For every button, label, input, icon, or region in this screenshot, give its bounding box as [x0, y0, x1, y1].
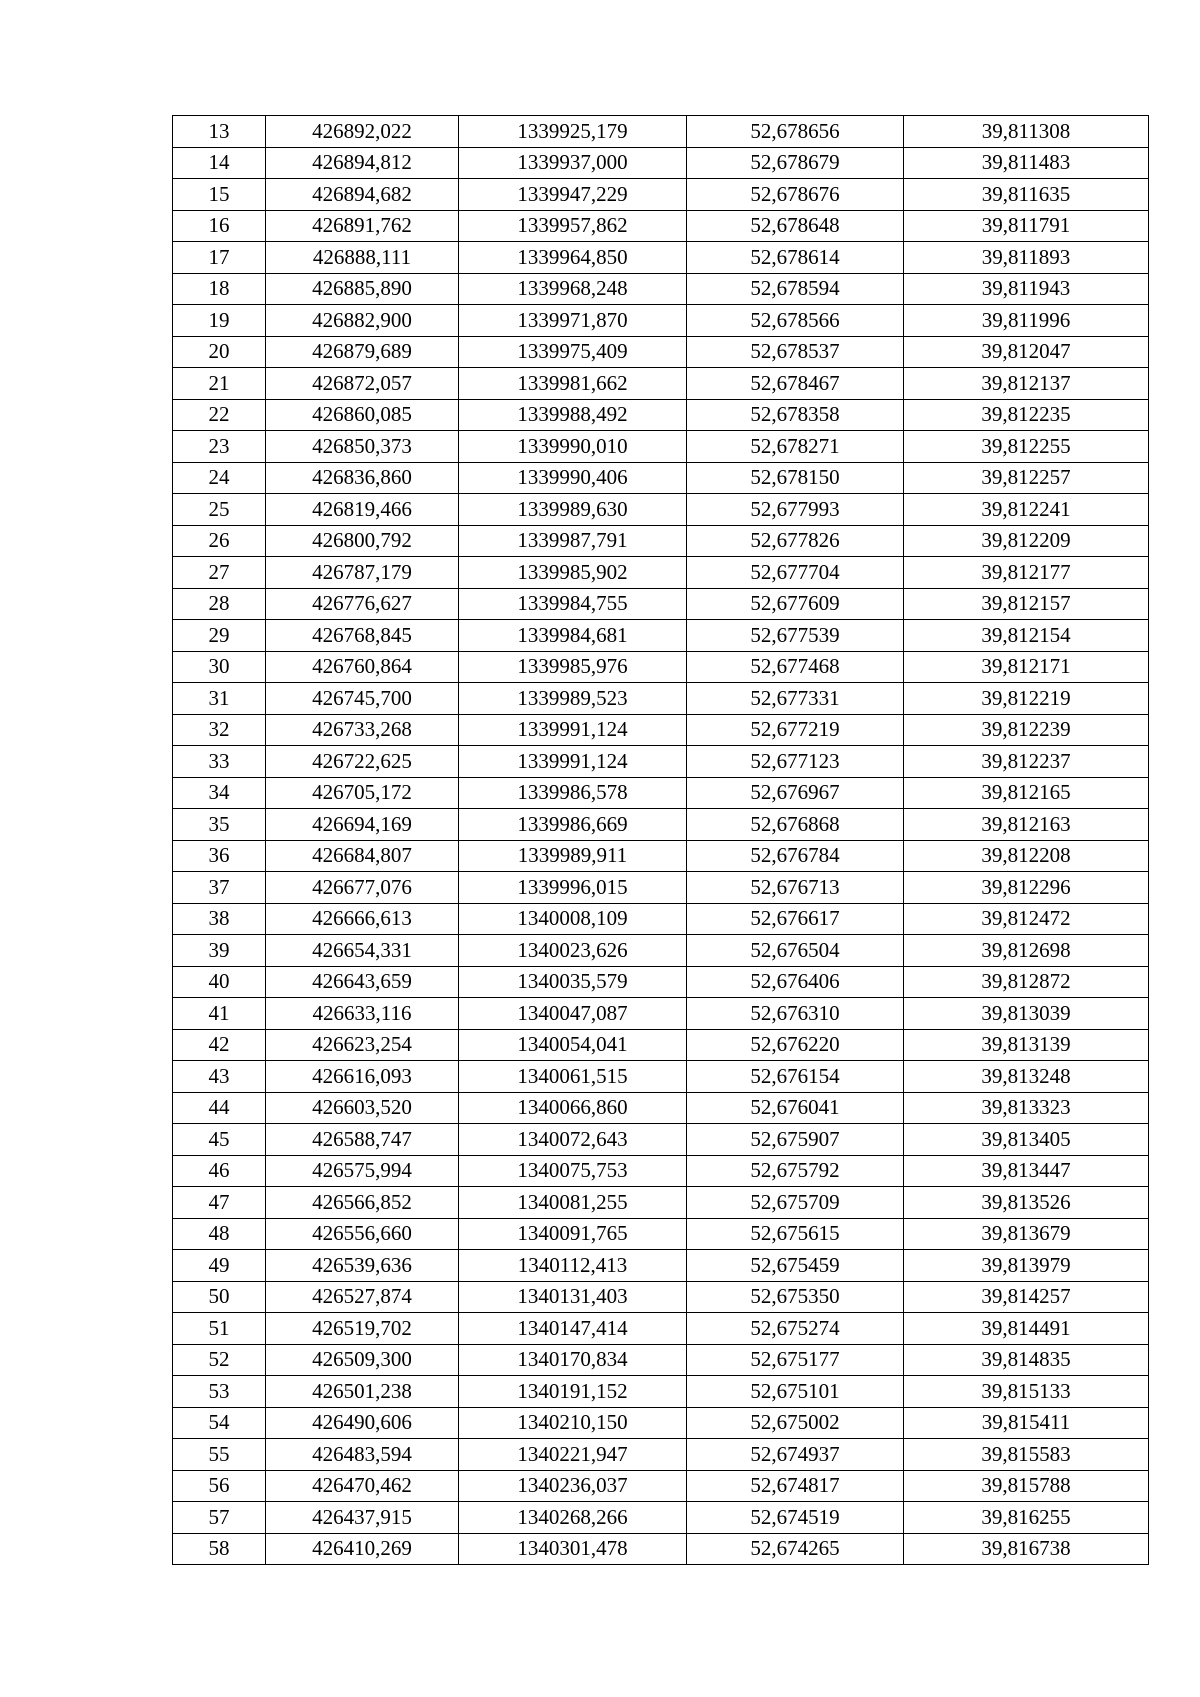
longitude-cell: 39,811791 [904, 210, 1149, 242]
y-coordinate-cell: 1339987,791 [459, 525, 687, 557]
longitude-cell: 39,816255 [904, 1502, 1149, 1534]
point-number-cell: 39 [173, 935, 266, 967]
longitude-cell: 39,812157 [904, 588, 1149, 620]
x-coordinate-cell: 426603,520 [266, 1092, 459, 1124]
table-row [173, 431, 1149, 463]
x-coordinate-cell: 426519,702 [266, 1313, 459, 1345]
x-coordinate-cell: 426616,093 [266, 1061, 459, 1093]
x-coordinate-cell: 426539,636 [266, 1250, 459, 1282]
longitude-cell: 39,813979 [904, 1250, 1149, 1282]
x-coordinate-cell: 426643,659 [266, 966, 459, 998]
longitude-cell: 39,812177 [904, 557, 1149, 589]
longitude-cell: 39,814257 [904, 1281, 1149, 1313]
y-coordinate-cell: 1339988,492 [459, 399, 687, 431]
x-coordinate-cell: 426892,022 [266, 116, 459, 148]
point-number-cell: 22 [173, 399, 266, 431]
longitude-cell: 39,813405 [904, 1124, 1149, 1156]
x-coordinate-cell: 426787,179 [266, 557, 459, 589]
x-coordinate-cell: 426872,057 [266, 368, 459, 400]
y-coordinate-cell: 1340054,041 [459, 1029, 687, 1061]
point-number-cell: 45 [173, 1124, 266, 1156]
longitude-cell: 39,813323 [904, 1092, 1149, 1124]
longitude-cell: 39,813139 [904, 1029, 1149, 1061]
longitude-cell: 39,812296 [904, 872, 1149, 904]
table-row [173, 651, 1149, 683]
table-row [173, 1187, 1149, 1219]
x-coordinate-cell: 426575,994 [266, 1155, 459, 1187]
y-coordinate-cell: 1340236,037 [459, 1470, 687, 1502]
point-number-cell: 23 [173, 431, 266, 463]
latitude-cell: 52,676784 [687, 840, 904, 872]
point-number-cell: 14 [173, 147, 266, 179]
latitude-cell: 52,676504 [687, 935, 904, 967]
latitude-cell: 52,676967 [687, 777, 904, 809]
y-coordinate-cell: 1340191,152 [459, 1376, 687, 1408]
table-row [173, 1218, 1149, 1250]
latitude-cell: 52,674519 [687, 1502, 904, 1534]
y-coordinate-cell: 1340066,860 [459, 1092, 687, 1124]
table-row [173, 1470, 1149, 1502]
y-coordinate-cell: 1339925,179 [459, 116, 687, 148]
x-coordinate-cell: 426684,807 [266, 840, 459, 872]
y-coordinate-cell: 1339986,669 [459, 809, 687, 841]
table-row [173, 1281, 1149, 1313]
y-coordinate-cell: 1339981,662 [459, 368, 687, 400]
point-number-cell: 57 [173, 1502, 266, 1534]
latitude-cell: 52,678150 [687, 462, 904, 494]
table-row [173, 1344, 1149, 1376]
y-coordinate-cell: 1340035,579 [459, 966, 687, 998]
y-coordinate-cell: 1340221,947 [459, 1439, 687, 1471]
table-row [173, 494, 1149, 526]
longitude-cell: 39,811635 [904, 179, 1149, 211]
latitude-cell: 52,674265 [687, 1533, 904, 1565]
latitude-cell: 52,678656 [687, 116, 904, 148]
table-row [173, 273, 1149, 305]
y-coordinate-cell: 1339985,976 [459, 651, 687, 683]
x-coordinate-cell: 426800,792 [266, 525, 459, 557]
table-row [173, 714, 1149, 746]
latitude-cell: 52,676406 [687, 966, 904, 998]
longitude-cell: 39,813039 [904, 998, 1149, 1030]
longitude-cell: 39,812154 [904, 620, 1149, 652]
point-number-cell: 54 [173, 1407, 266, 1439]
x-coordinate-cell: 426677,076 [266, 872, 459, 904]
table-row [173, 903, 1149, 935]
longitude-cell: 39,812472 [904, 903, 1149, 935]
point-number-cell: 13 [173, 116, 266, 148]
latitude-cell: 52,677993 [687, 494, 904, 526]
longitude-cell: 39,811996 [904, 305, 1149, 337]
x-coordinate-cell: 426882,900 [266, 305, 459, 337]
longitude-cell: 39,812209 [904, 525, 1149, 557]
table-row [173, 966, 1149, 998]
latitude-cell: 52,678594 [687, 273, 904, 305]
table-row [173, 525, 1149, 557]
y-coordinate-cell: 1339975,409 [459, 336, 687, 368]
point-number-cell: 48 [173, 1218, 266, 1250]
latitude-cell: 52,678648 [687, 210, 904, 242]
x-coordinate-cell: 426819,466 [266, 494, 459, 526]
point-number-cell: 55 [173, 1439, 266, 1471]
point-number-cell: 34 [173, 777, 266, 809]
y-coordinate-cell: 1339986,578 [459, 777, 687, 809]
latitude-cell: 52,678676 [687, 179, 904, 211]
y-coordinate-cell: 1339989,630 [459, 494, 687, 526]
point-number-cell: 19 [173, 305, 266, 337]
latitude-cell: 52,675792 [687, 1155, 904, 1187]
point-number-cell: 56 [173, 1470, 266, 1502]
point-number-cell: 24 [173, 462, 266, 494]
y-coordinate-cell: 1339991,124 [459, 714, 687, 746]
y-coordinate-cell: 1339990,010 [459, 431, 687, 463]
x-coordinate-cell: 426760,864 [266, 651, 459, 683]
x-coordinate-cell: 426888,111 [266, 242, 459, 274]
longitude-cell: 39,811483 [904, 147, 1149, 179]
table-row [173, 1439, 1149, 1471]
y-coordinate-cell: 1340061,515 [459, 1061, 687, 1093]
longitude-cell: 39,813248 [904, 1061, 1149, 1093]
table-row [173, 935, 1149, 967]
point-number-cell: 58 [173, 1533, 266, 1565]
point-number-cell: 41 [173, 998, 266, 1030]
point-number-cell: 28 [173, 588, 266, 620]
y-coordinate-cell: 1339984,755 [459, 588, 687, 620]
y-coordinate-cell: 1339984,681 [459, 620, 687, 652]
x-coordinate-cell: 426470,462 [266, 1470, 459, 1502]
latitude-cell: 52,677826 [687, 525, 904, 557]
latitude-cell: 52,676713 [687, 872, 904, 904]
table-row [173, 1250, 1149, 1282]
latitude-cell: 52,674937 [687, 1439, 904, 1471]
y-coordinate-cell: 1339985,902 [459, 557, 687, 589]
x-coordinate-cell: 426768,845 [266, 620, 459, 652]
longitude-cell: 39,812219 [904, 683, 1149, 715]
y-coordinate-cell: 1340072,643 [459, 1124, 687, 1156]
latitude-cell: 52,675274 [687, 1313, 904, 1345]
latitude-cell: 52,678467 [687, 368, 904, 400]
table-row [173, 1124, 1149, 1156]
latitude-cell: 52,678614 [687, 242, 904, 274]
longitude-cell: 39,815133 [904, 1376, 1149, 1408]
x-coordinate-cell: 426894,812 [266, 147, 459, 179]
x-coordinate-cell: 426694,169 [266, 809, 459, 841]
table-row [173, 1092, 1149, 1124]
y-coordinate-cell: 1339989,911 [459, 840, 687, 872]
table-row [173, 1376, 1149, 1408]
longitude-cell: 39,812698 [904, 935, 1149, 967]
point-number-cell: 21 [173, 368, 266, 400]
x-coordinate-cell: 426509,300 [266, 1344, 459, 1376]
x-coordinate-cell: 426885,890 [266, 273, 459, 305]
longitude-cell: 39,811308 [904, 116, 1149, 148]
x-coordinate-cell: 426666,613 [266, 903, 459, 935]
y-coordinate-cell: 1339989,523 [459, 683, 687, 715]
latitude-cell: 52,674817 [687, 1470, 904, 1502]
longitude-cell: 39,813447 [904, 1155, 1149, 1187]
longitude-cell: 39,814835 [904, 1344, 1149, 1376]
longitude-cell: 39,812241 [904, 494, 1149, 526]
point-number-cell: 35 [173, 809, 266, 841]
table-row [173, 368, 1149, 400]
point-number-cell: 51 [173, 1313, 266, 1345]
x-coordinate-cell: 426894,682 [266, 179, 459, 211]
x-coordinate-cell: 426879,689 [266, 336, 459, 368]
y-coordinate-cell: 1339957,862 [459, 210, 687, 242]
point-number-cell: 44 [173, 1092, 266, 1124]
y-coordinate-cell: 1339971,870 [459, 305, 687, 337]
y-coordinate-cell: 1339947,229 [459, 179, 687, 211]
point-number-cell: 26 [173, 525, 266, 557]
latitude-cell: 52,677123 [687, 746, 904, 778]
longitude-cell: 39,812208 [904, 840, 1149, 872]
x-coordinate-cell: 426722,625 [266, 746, 459, 778]
latitude-cell: 52,676154 [687, 1061, 904, 1093]
table-row [173, 1313, 1149, 1345]
longitude-cell: 39,812047 [904, 336, 1149, 368]
y-coordinate-cell: 1340075,753 [459, 1155, 687, 1187]
latitude-cell: 52,676220 [687, 1029, 904, 1061]
table-row [173, 305, 1149, 337]
longitude-cell: 39,812137 [904, 368, 1149, 400]
table-row [173, 557, 1149, 589]
table-row [173, 1061, 1149, 1093]
point-number-cell: 37 [173, 872, 266, 904]
point-number-cell: 33 [173, 746, 266, 778]
point-number-cell: 42 [173, 1029, 266, 1061]
y-coordinate-cell: 1340268,266 [459, 1502, 687, 1534]
table-row [173, 1029, 1149, 1061]
latitude-cell: 52,675615 [687, 1218, 904, 1250]
table-row [173, 116, 1149, 148]
longitude-cell: 39,812239 [904, 714, 1149, 746]
x-coordinate-cell: 426850,373 [266, 431, 459, 463]
table-row [173, 746, 1149, 778]
point-number-cell: 30 [173, 651, 266, 683]
longitude-cell: 39,816738 [904, 1533, 1149, 1565]
table-row [173, 1155, 1149, 1187]
x-coordinate-cell: 426836,860 [266, 462, 459, 494]
latitude-cell: 52,677219 [687, 714, 904, 746]
longitude-cell: 39,811943 [904, 273, 1149, 305]
x-coordinate-cell: 426437,915 [266, 1502, 459, 1534]
latitude-cell: 52,678679 [687, 147, 904, 179]
point-number-cell: 53 [173, 1376, 266, 1408]
table-row [173, 998, 1149, 1030]
y-coordinate-cell: 1340023,626 [459, 935, 687, 967]
table-row [173, 147, 1149, 179]
latitude-cell: 52,677468 [687, 651, 904, 683]
table-row [173, 872, 1149, 904]
table-row [173, 777, 1149, 809]
x-coordinate-cell: 426654,331 [266, 935, 459, 967]
longitude-cell: 39,813679 [904, 1218, 1149, 1250]
point-number-cell: 38 [173, 903, 266, 935]
y-coordinate-cell: 1339996,015 [459, 872, 687, 904]
table-row [173, 588, 1149, 620]
latitude-cell: 52,675177 [687, 1344, 904, 1376]
x-coordinate-cell: 426860,085 [266, 399, 459, 431]
x-coordinate-cell: 426776,627 [266, 588, 459, 620]
longitude-cell: 39,812163 [904, 809, 1149, 841]
y-coordinate-cell: 1339968,248 [459, 273, 687, 305]
x-coordinate-cell: 426410,269 [266, 1533, 459, 1565]
latitude-cell: 52,676617 [687, 903, 904, 935]
table-row [173, 1533, 1149, 1565]
table-row [173, 399, 1149, 431]
table-row [173, 1407, 1149, 1439]
y-coordinate-cell: 1339991,124 [459, 746, 687, 778]
table-row [173, 620, 1149, 652]
x-coordinate-cell: 426745,700 [266, 683, 459, 715]
y-coordinate-cell: 1340131,403 [459, 1281, 687, 1313]
longitude-cell: 39,815583 [904, 1439, 1149, 1471]
longitude-cell: 39,811893 [904, 242, 1149, 274]
y-coordinate-cell: 1339964,850 [459, 242, 687, 274]
x-coordinate-cell: 426501,238 [266, 1376, 459, 1408]
point-number-cell: 49 [173, 1250, 266, 1282]
longitude-cell: 39,812235 [904, 399, 1149, 431]
latitude-cell: 52,677539 [687, 620, 904, 652]
table-row [173, 840, 1149, 872]
table-row [173, 462, 1149, 494]
y-coordinate-cell: 1340112,413 [459, 1250, 687, 1282]
x-coordinate-cell: 426633,116 [266, 998, 459, 1030]
point-number-cell: 43 [173, 1061, 266, 1093]
y-coordinate-cell: 1340081,255 [459, 1187, 687, 1219]
point-number-cell: 18 [173, 273, 266, 305]
point-number-cell: 25 [173, 494, 266, 526]
longitude-cell: 39,815411 [904, 1407, 1149, 1439]
latitude-cell: 52,678271 [687, 431, 904, 463]
x-coordinate-cell: 426566,852 [266, 1187, 459, 1219]
point-number-cell: 16 [173, 210, 266, 242]
longitude-cell: 39,812257 [904, 462, 1149, 494]
longitude-cell: 39,812237 [904, 746, 1149, 778]
x-coordinate-cell: 426483,594 [266, 1439, 459, 1471]
y-coordinate-cell: 1340301,478 [459, 1533, 687, 1565]
x-coordinate-cell: 426490,606 [266, 1407, 459, 1439]
point-number-cell: 52 [173, 1344, 266, 1376]
point-number-cell: 17 [173, 242, 266, 274]
coordinates-table-body [173, 116, 1149, 1565]
x-coordinate-cell: 426588,747 [266, 1124, 459, 1156]
latitude-cell: 52,675350 [687, 1281, 904, 1313]
y-coordinate-cell: 1339937,000 [459, 147, 687, 179]
point-number-cell: 50 [173, 1281, 266, 1313]
longitude-cell: 39,815788 [904, 1470, 1149, 1502]
y-coordinate-cell: 1340210,150 [459, 1407, 687, 1439]
longitude-cell: 39,812171 [904, 651, 1149, 683]
x-coordinate-cell: 426623,254 [266, 1029, 459, 1061]
point-number-cell: 27 [173, 557, 266, 589]
latitude-cell: 52,678358 [687, 399, 904, 431]
longitude-cell: 39,812165 [904, 777, 1149, 809]
point-number-cell: 40 [173, 966, 266, 998]
table-row [173, 683, 1149, 715]
table-row [173, 809, 1149, 841]
y-coordinate-cell: 1340170,834 [459, 1344, 687, 1376]
latitude-cell: 52,675709 [687, 1187, 904, 1219]
latitude-cell: 52,677331 [687, 683, 904, 715]
y-coordinate-cell: 1340091,765 [459, 1218, 687, 1250]
table-row [173, 1502, 1149, 1534]
point-number-cell: 46 [173, 1155, 266, 1187]
table-row [173, 242, 1149, 274]
latitude-cell: 52,675002 [687, 1407, 904, 1439]
latitude-cell: 52,677704 [687, 557, 904, 589]
x-coordinate-cell: 426556,660 [266, 1218, 459, 1250]
coordinates-table [172, 115, 1149, 1565]
longitude-cell: 39,812872 [904, 966, 1149, 998]
x-coordinate-cell: 426705,172 [266, 777, 459, 809]
latitude-cell: 52,676310 [687, 998, 904, 1030]
latitude-cell: 52,675101 [687, 1376, 904, 1408]
table-row [173, 210, 1149, 242]
x-coordinate-cell: 426891,762 [266, 210, 459, 242]
point-number-cell: 31 [173, 683, 266, 715]
point-number-cell: 15 [173, 179, 266, 211]
latitude-cell: 52,678537 [687, 336, 904, 368]
x-coordinate-cell: 426527,874 [266, 1281, 459, 1313]
y-coordinate-cell: 1340147,414 [459, 1313, 687, 1345]
point-number-cell: 47 [173, 1187, 266, 1219]
latitude-cell: 52,675907 [687, 1124, 904, 1156]
y-coordinate-cell: 1340008,109 [459, 903, 687, 935]
point-number-cell: 36 [173, 840, 266, 872]
latitude-cell: 52,676868 [687, 809, 904, 841]
longitude-cell: 39,813526 [904, 1187, 1149, 1219]
y-coordinate-cell: 1339990,406 [459, 462, 687, 494]
longitude-cell: 39,812255 [904, 431, 1149, 463]
x-coordinate-cell: 426733,268 [266, 714, 459, 746]
latitude-cell: 52,678566 [687, 305, 904, 337]
table-row [173, 336, 1149, 368]
point-number-cell: 29 [173, 620, 266, 652]
y-coordinate-cell: 1340047,087 [459, 998, 687, 1030]
latitude-cell: 52,675459 [687, 1250, 904, 1282]
point-number-cell: 20 [173, 336, 266, 368]
point-number-cell: 32 [173, 714, 266, 746]
longitude-cell: 39,814491 [904, 1313, 1149, 1345]
table-row [173, 179, 1149, 211]
latitude-cell: 52,677609 [687, 588, 904, 620]
latitude-cell: 52,676041 [687, 1092, 904, 1124]
